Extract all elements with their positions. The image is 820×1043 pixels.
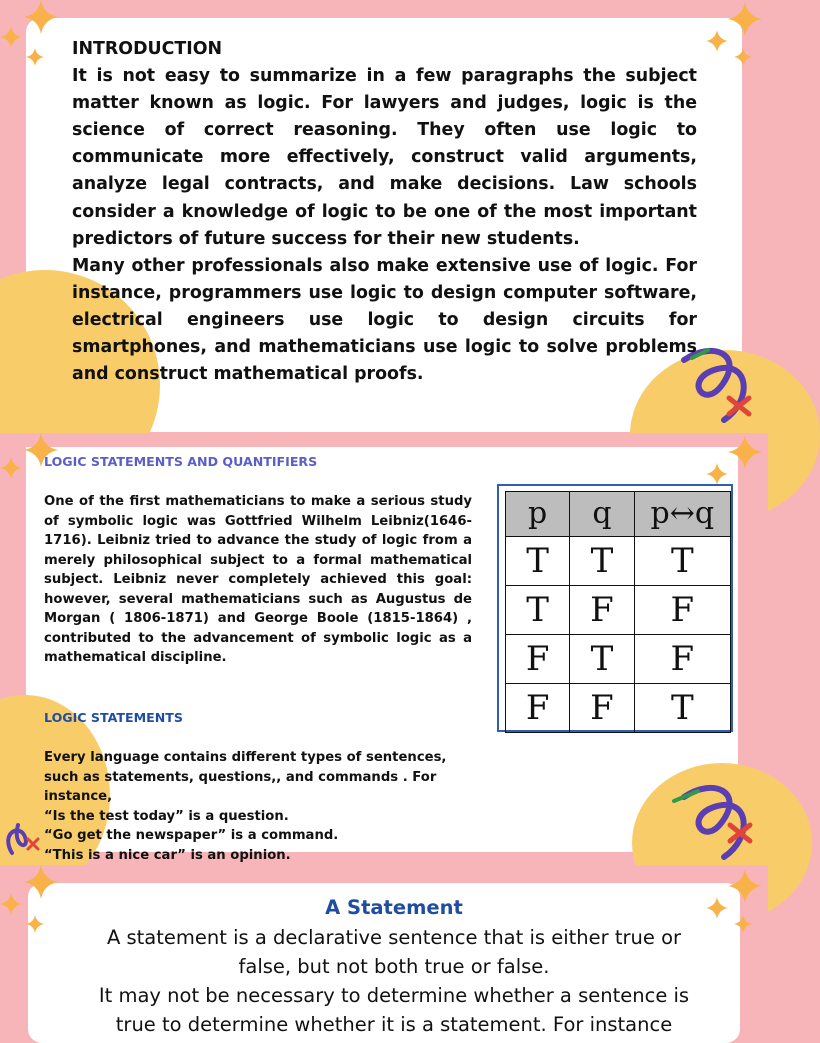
table-row — [506, 684, 731, 733]
sparkle-star-icon — [0, 26, 22, 48]
table-cell: F — [634, 586, 730, 635]
statement-body — [80, 923, 708, 1039]
examples-block — [44, 748, 472, 865]
section-title: LOGIC STATEMENTS AND QUANTIFIERS — [44, 454, 318, 469]
sparkle-star-icon — [24, 0, 58, 34]
table-cell: T — [634, 684, 730, 733]
table-header-cell: q — [570, 492, 634, 537]
sparkle-star-icon — [706, 463, 728, 485]
table-row — [506, 537, 731, 586]
table-cell: F — [570, 684, 634, 733]
table-cell: F — [634, 635, 730, 684]
table-row — [506, 586, 731, 635]
truth-table-frame — [497, 484, 733, 732]
sparkle-star-icon — [728, 2, 762, 36]
table-cell: T — [634, 537, 730, 586]
table-header-cell: p↔q — [634, 492, 730, 537]
sparkle-star-icon — [0, 457, 22, 479]
table-row — [506, 635, 731, 684]
intro-paragraph: Many other professionals also make extensive use of logic. For instance, programmers use logic to design computer software, electrical engineers use logic to design circuits for smartphones, and mathematicians use logic to solve problems and construct mathematical proofs. — [72, 255, 697, 385]
table-cell: T — [570, 635, 634, 684]
statement-line: It may not be necessary to determine whether a sentence is true to determine whether it is a statement. For instance — [98, 984, 690, 1036]
table-cell: F — [506, 635, 570, 684]
squiggle-decoration — [0, 803, 50, 863]
table-cell: F — [570, 586, 634, 635]
sparkle-star-icon — [734, 48, 752, 66]
history-paragraph: One of the first mathematicians to make a serious study of symbolic logic was Gottfried Wilhelm Leibniz(1646-1716). Leibniz tried to advance the study of logic from a merely philosophical subject to a formal mathematical subject. Leibniz never completely achieved this goal: however, several mathematicians such as Augustus de Morgan ( 1806-1871) and George Boole (1815-1864) , contributed to the advancement of symbolic logic as a mathematical discipline. — [44, 494, 472, 665]
table-cell: T — [506, 586, 570, 635]
squiggle-decoration — [664, 777, 768, 864]
sparkle-star-icon — [706, 30, 728, 52]
statement-slide — [0, 865, 768, 1036]
statement-heading: A Statement — [325, 896, 463, 919]
x-mark-icon — [28, 839, 38, 849]
intro-text — [72, 36, 697, 388]
table-cell: F — [506, 684, 570, 733]
intro-heading: INTRODUCTION — [72, 39, 223, 59]
sparkle-star-icon — [26, 48, 44, 66]
truth-table — [505, 491, 731, 733]
example-line: “This is a nice car” is an opinion. — [44, 847, 291, 863]
section-subtitle: LOGIC STATEMENTS — [44, 710, 183, 725]
example-line: “Is the test today” is a question. — [44, 808, 289, 824]
sparkle-star-icon — [24, 865, 58, 899]
table-header-cell: p — [506, 492, 570, 537]
example-line: “Go get the newspaper” is a command. — [44, 828, 339, 843]
table-cell: T — [506, 537, 570, 586]
intro-sentence: Every language contains different types of sentences, such as statements, questions,, and commands . For instance, — [44, 750, 447, 804]
sparkle-star-icon — [728, 435, 762, 469]
table-cell: T — [570, 537, 634, 586]
statement-line: A statement is a declarative sentence that is either true or false, but not both true or false. — [106, 926, 682, 978]
intro-paragraph: It is not easy to summarize in a few paragraphs the subject matter known as logic. For lawyers and judges, logic is the science of correct reasoning. They often use logic to communicate more effectively, construct valid arguments, analyze legal contracts, and make decisions. Law schools consider a knowledge of logic to be one of the most important predictors of future success for their new students. — [72, 66, 697, 249]
intro-slide — [0, 0, 768, 432]
logic-statements-slide — [0, 433, 768, 864]
